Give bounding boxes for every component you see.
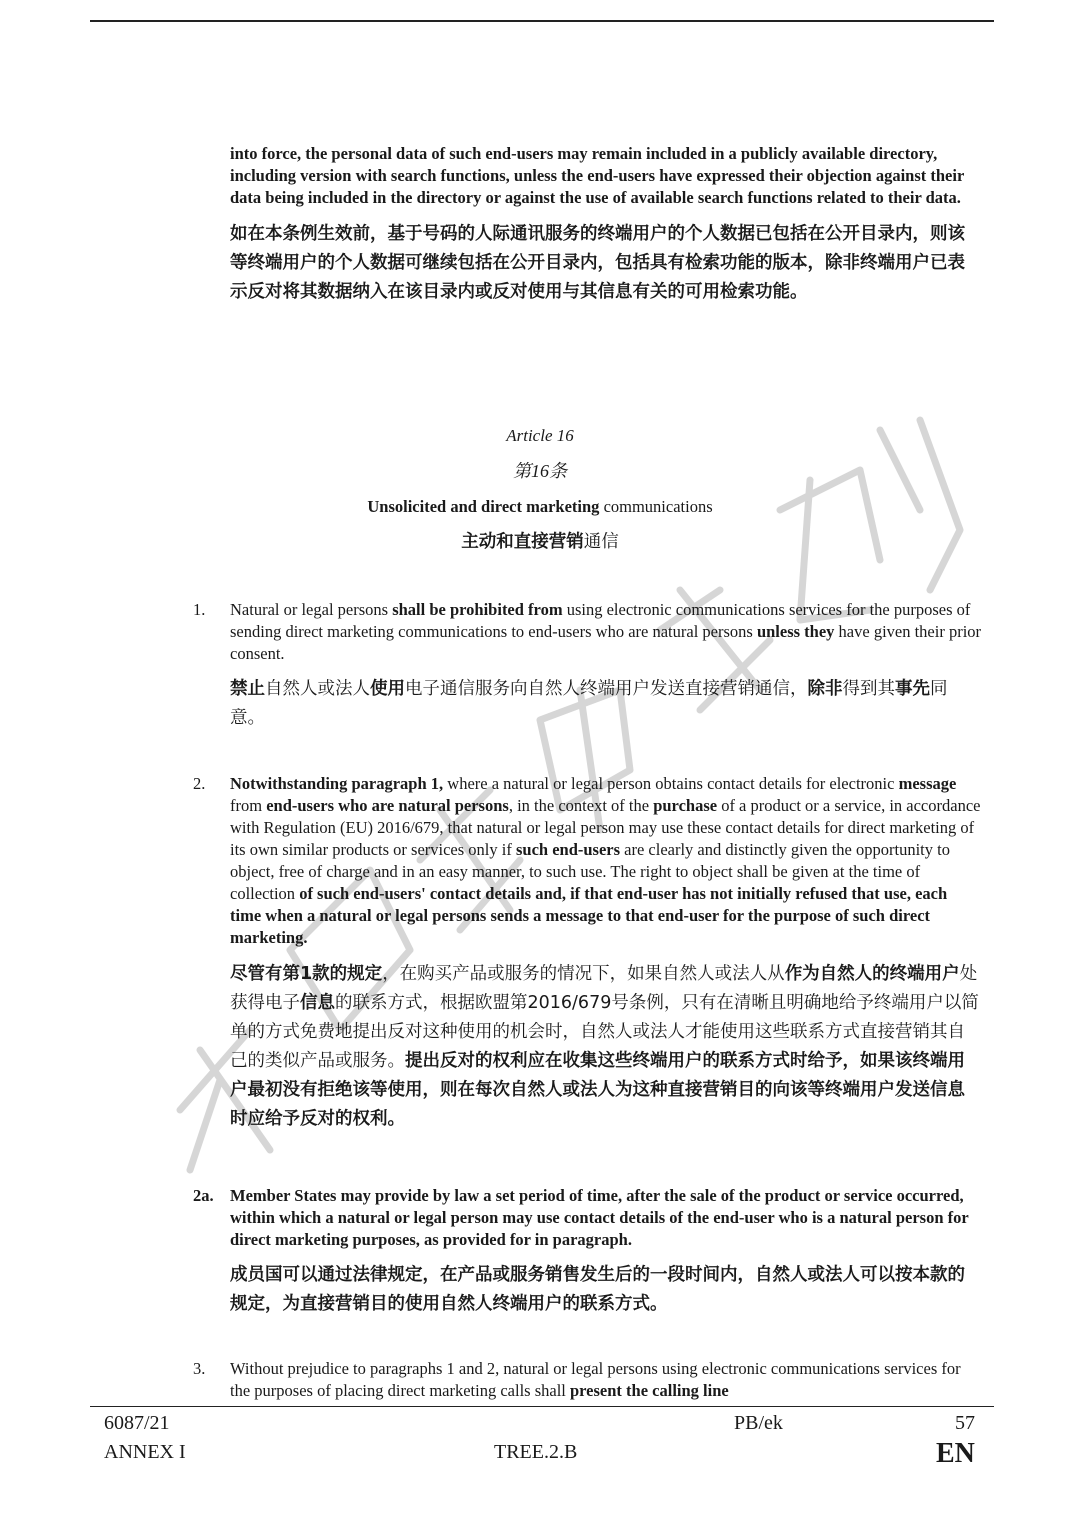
footer-initials: PB/ek [734, 1412, 783, 1434]
para3-english-text: Without prejudice to paragraphs 1 and 2, natural or legal persons using electronic communications services for the purposes of placing direct marketing calls shall present the calling line [230, 1359, 961, 1400]
heading-en-bold: Unsolicited and direct marketing [367, 497, 600, 516]
para2a-english-text: Member States may provide by law a set period of time, after the sale of the product or service occurred, within which a natural or legal person may use contact details of the end-user who is a natural person for direct marketing purposes, as provided for in paragraph. [230, 1186, 969, 1249]
footer-annex: ANNEX I [104, 1441, 186, 1463]
para1-chinese-text: 禁止自然人或法人使用电子通信服务向自然人终端用户发送直接营销通信，除非得到其事先同意。 [230, 679, 948, 728]
para2-number: 2. [193, 774, 206, 793]
footer-language: EN [936, 1438, 975, 1469]
para2-section [230, 773, 982, 1134]
para2a-chinese-text: 成员国可以通过法律规定，在产品或服务销售发生后的一段时间内，自然人或法人可以按本款的规定，为直接营销目的使用自然人终端用户的联系方式。 [230, 1265, 965, 1314]
article-title-zh: 第16条 [513, 461, 567, 481]
para3-number: 3. [193, 1359, 206, 1378]
heading-zh-bold: 主动和直接营销 [461, 532, 584, 552]
para1-section [230, 599, 982, 733]
para3-section [230, 1358, 982, 1402]
intro-section [230, 143, 982, 307]
article-heading-en [0, 496, 1080, 518]
para2-chinese-text: 尽管有第1款的规定，在购买产品或服务的情况下，如果自然人或法人从作为自然人的终端用户处获得电子信息的联系方式，根据欧盟第2016/679号条例，只有在清晰且明确地给予终端用户以简单的方式免费地提出反对这种使用的机会时，自然人或法人才能使用这些联系方式直接营销其自己的类似产品或服务。提出反对的权利应在收集这些终端用户的联系方式时给予，如果该终端用户最初没有拒绝该等使用，则在每次自然人或法人为这种直接营销目的向该等终端用户发送信息时应给予反对的权利。 [230, 964, 979, 1129]
para2a-section [230, 1185, 982, 1319]
footer-page-number: 57 [955, 1412, 975, 1434]
footer-directorate: TREE.2.B [494, 1441, 578, 1463]
para2a-number: 2a. [193, 1186, 214, 1205]
footer-rule [90, 1406, 994, 1407]
para1-number: 1. [193, 600, 206, 619]
intro-chinese-text: 如在本条例生效前，基于号码的人际通讯服务的终端用户的个人数据已包括在公开目录内，则该等终端用户的个人数据可继续包括在公开目录内，包括具有检索功能的版本，除非终端用户已表示反对将其数据纳入在该目录内或反对使用与其信息有关的可用检索功能。 [230, 224, 965, 302]
para1-english-text: Natural or legal persons shall be prohibited from using electronic communications services for the purposes of sending direct marketing communications to end-users who are natural persons unless they have given their prior consent. [230, 600, 982, 663]
article-title-en: Article 16 [506, 426, 574, 445]
footer-doc-number: 6087/21 [104, 1412, 170, 1434]
article-heading-zh [0, 529, 1080, 555]
heading-zh-plain: 通信 [583, 532, 619, 552]
para2-english-text: Notwithstanding paragraph 1, where a natural or legal person obtains contact details for electronic message from end-users who are natural persons, in the context of the purchase of a product or a service, in accordance with Regulation (EU) 2016/679, that natural or legal person may use these contact details for direct marketing of its own similar products or services only if such end-users are clearly and distinctly given the opportunity to object, free of charge and in an easy manner, to such use. The right to object shall be given at the time of collection of such end-users' contact details and, if that end-user has not initially refused that use, each time when a natural or legal persons sends a message to that end-user for the purpose of such direct marketing. [230, 774, 981, 947]
intro-english-text: into force, the personal data of such end-users may remain included in a publicly available directory, including version with search functions, unless the end-users have expressed their objection against their data being included in the directory or against the use of available search functions related to their data. [230, 144, 964, 207]
heading-en-plain: communications [599, 497, 713, 516]
header-rule [90, 20, 994, 22]
